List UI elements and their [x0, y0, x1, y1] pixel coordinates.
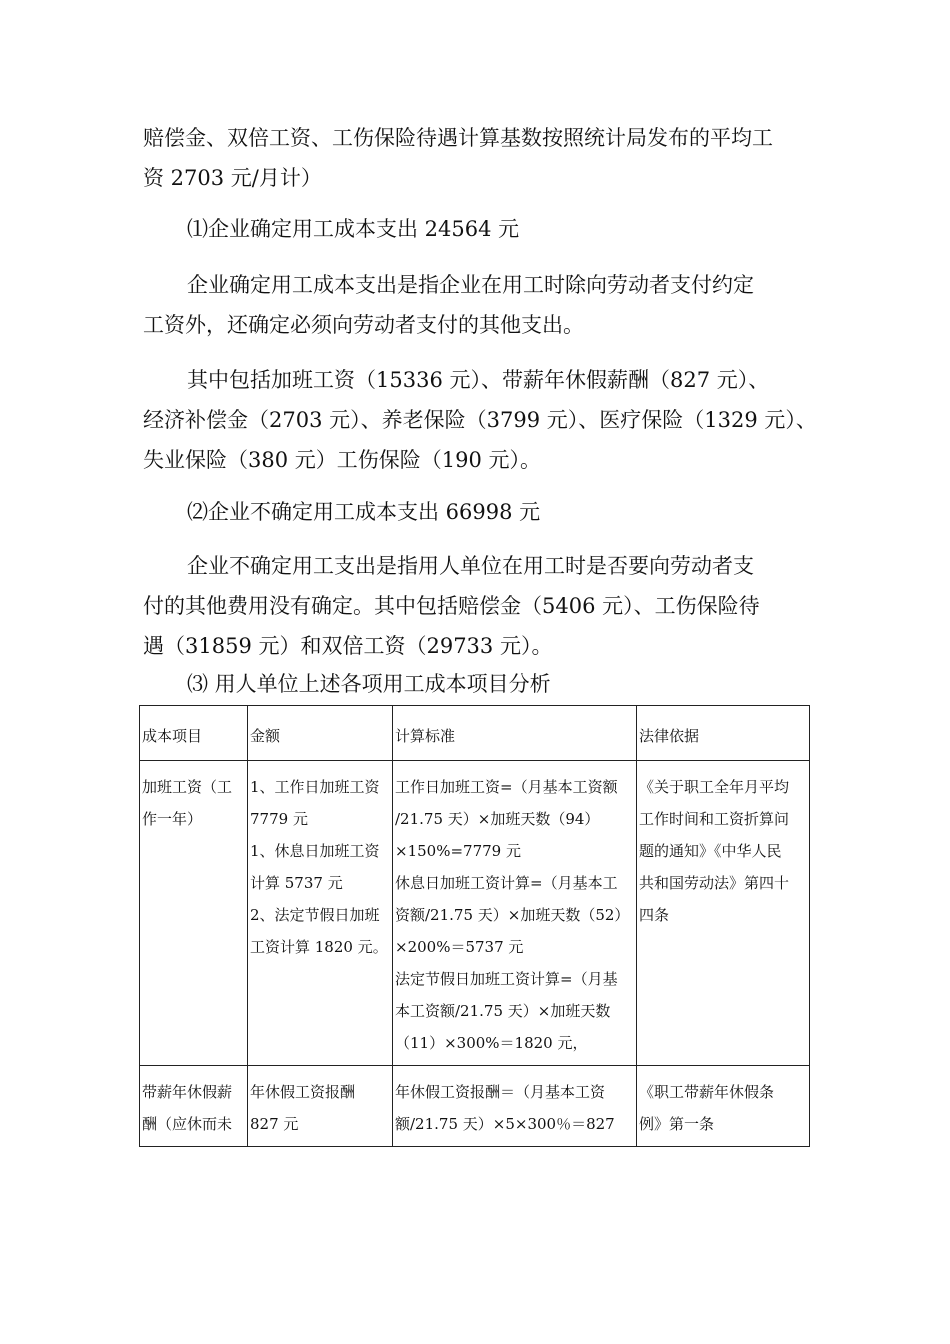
header-calculation-standard: 计算标准	[393, 706, 637, 761]
cell-text-line: 作一年）	[142, 810, 203, 828]
table-header-row	[140, 706, 810, 761]
cell-text-line: 资额/21.75 天）×加班天数（52）	[395, 906, 630, 924]
cell-text-line: 额/21.75 天）×5×300％＝827	[395, 1115, 615, 1133]
text-line: 企业不确定用工支出是指用人单位在用工时是否要向劳动者支	[187, 554, 754, 578]
intro-line: 资 2703 元/月计）	[143, 166, 322, 190]
cell-text-line: 共和国劳动法》第四十	[639, 874, 790, 892]
cell-text-line: 工作时间和工资折算问	[639, 810, 790, 828]
cell-text-line: 例》第一条	[639, 1115, 715, 1133]
amount-cell	[248, 761, 393, 1066]
cell-text-line: 年休假工资报酬	[250, 1083, 356, 1101]
cost-analysis-table	[139, 705, 810, 1147]
text-line: 工资外，还确定必须向劳动者支付的其他支出。	[143, 313, 584, 337]
cell-text-line: 1、工作日加班工资	[250, 778, 380, 796]
intro-line: 赔偿金、双倍工资、工伤保险待遇计算基数按照统计局发布的平均工	[143, 126, 773, 150]
calculation-standard-cell	[393, 761, 637, 1066]
text-line: 遇（31859 元）和双倍工资（29733 元）。	[143, 634, 553, 658]
legal-basis-cell	[637, 1066, 810, 1147]
cell-text-line: （11）×300%＝1820 元，	[395, 1034, 588, 1052]
cell-text-line: 休息日加班工资计算=（月基本工	[395, 874, 618, 892]
section3-heading: ⑶ 用人单位上述各项用工成本项目分析	[187, 672, 551, 696]
text-line: 其中包括加班工资（15336 元）、带薪年休假薪酬（827 元）、	[187, 368, 770, 392]
cell-text-line: 题的通知》《中华人民	[639, 842, 782, 860]
table-row	[140, 1066, 810, 1147]
cell-text-line: 工作日加班工资=（月基本工资额	[395, 778, 618, 796]
table-row	[140, 761, 810, 1066]
text-line: 经济补偿金（2703 元）、养老保险（3799 元）、医疗保险（1329 元）、	[143, 408, 817, 432]
cell-text-line: 带薪年休假薪	[142, 1083, 233, 1101]
cell-text-line: 《关于职工全年月平均	[639, 778, 790, 796]
section1-heading: ⑴企业确定用工成本支出 24564 元	[187, 217, 520, 241]
cell-text-line: 法定节假日加班工资计算=（月基	[395, 970, 618, 988]
cell-text-line: 计算 5737 元	[250, 874, 343, 892]
header-amount: 金额	[248, 706, 393, 761]
text-line: 失业保险（380 元）工伤保险（190 元）。	[143, 448, 542, 472]
amount-cell	[248, 1066, 393, 1147]
calculation-standard-cell	[393, 1066, 637, 1147]
cell-text-line: 酬（应休而未	[142, 1115, 233, 1133]
cost-item-cell	[140, 761, 248, 1066]
section1-definition	[143, 265, 813, 345]
section1-breakdown	[143, 360, 817, 480]
cell-text-line: ×200%＝5737 元	[395, 938, 524, 956]
cell-text-line: /21.75 天）×加班天数（94）	[395, 810, 600, 828]
legal-basis-cell	[637, 761, 810, 1066]
cell-text-line: 四条	[639, 906, 670, 924]
section2-definition	[143, 546, 813, 666]
cell-text-line: 827 元	[250, 1115, 299, 1133]
cost-item-cell	[140, 1066, 248, 1147]
header-legal-basis: 法律依据	[637, 706, 810, 761]
text-line: 付的其他费用没有确定。其中包括赔偿金（5406 元）、工伤保险待	[143, 594, 760, 618]
cell-text-line: ×150%=7779 元	[395, 842, 521, 860]
cell-text-line: 本工资额/21.75 天）×加班天数	[395, 1002, 611, 1020]
header-cost-item: 成本项目	[140, 706, 248, 761]
cell-text-line: 加班工资（工	[142, 778, 233, 796]
cell-text-line: 《职工带薪年休假条	[639, 1083, 775, 1101]
cell-text-line: 工资计算 1820 元。	[250, 938, 388, 956]
cell-text-line: 7779 元	[250, 810, 308, 828]
section2-heading: ⑵企业不确定用工成本支出 66998 元	[187, 500, 541, 524]
intro-paragraph	[143, 118, 813, 198]
cell-text-line: 1、休息日加班工资	[250, 842, 380, 860]
cell-text-line: 2、法定节假日加班	[250, 906, 380, 924]
text-line: 企业确定用工成本支出是指企业在用工时除向劳动者支付约定	[187, 273, 754, 297]
cell-text-line: 年休假工资报酬＝（月基本工资	[395, 1083, 606, 1101]
